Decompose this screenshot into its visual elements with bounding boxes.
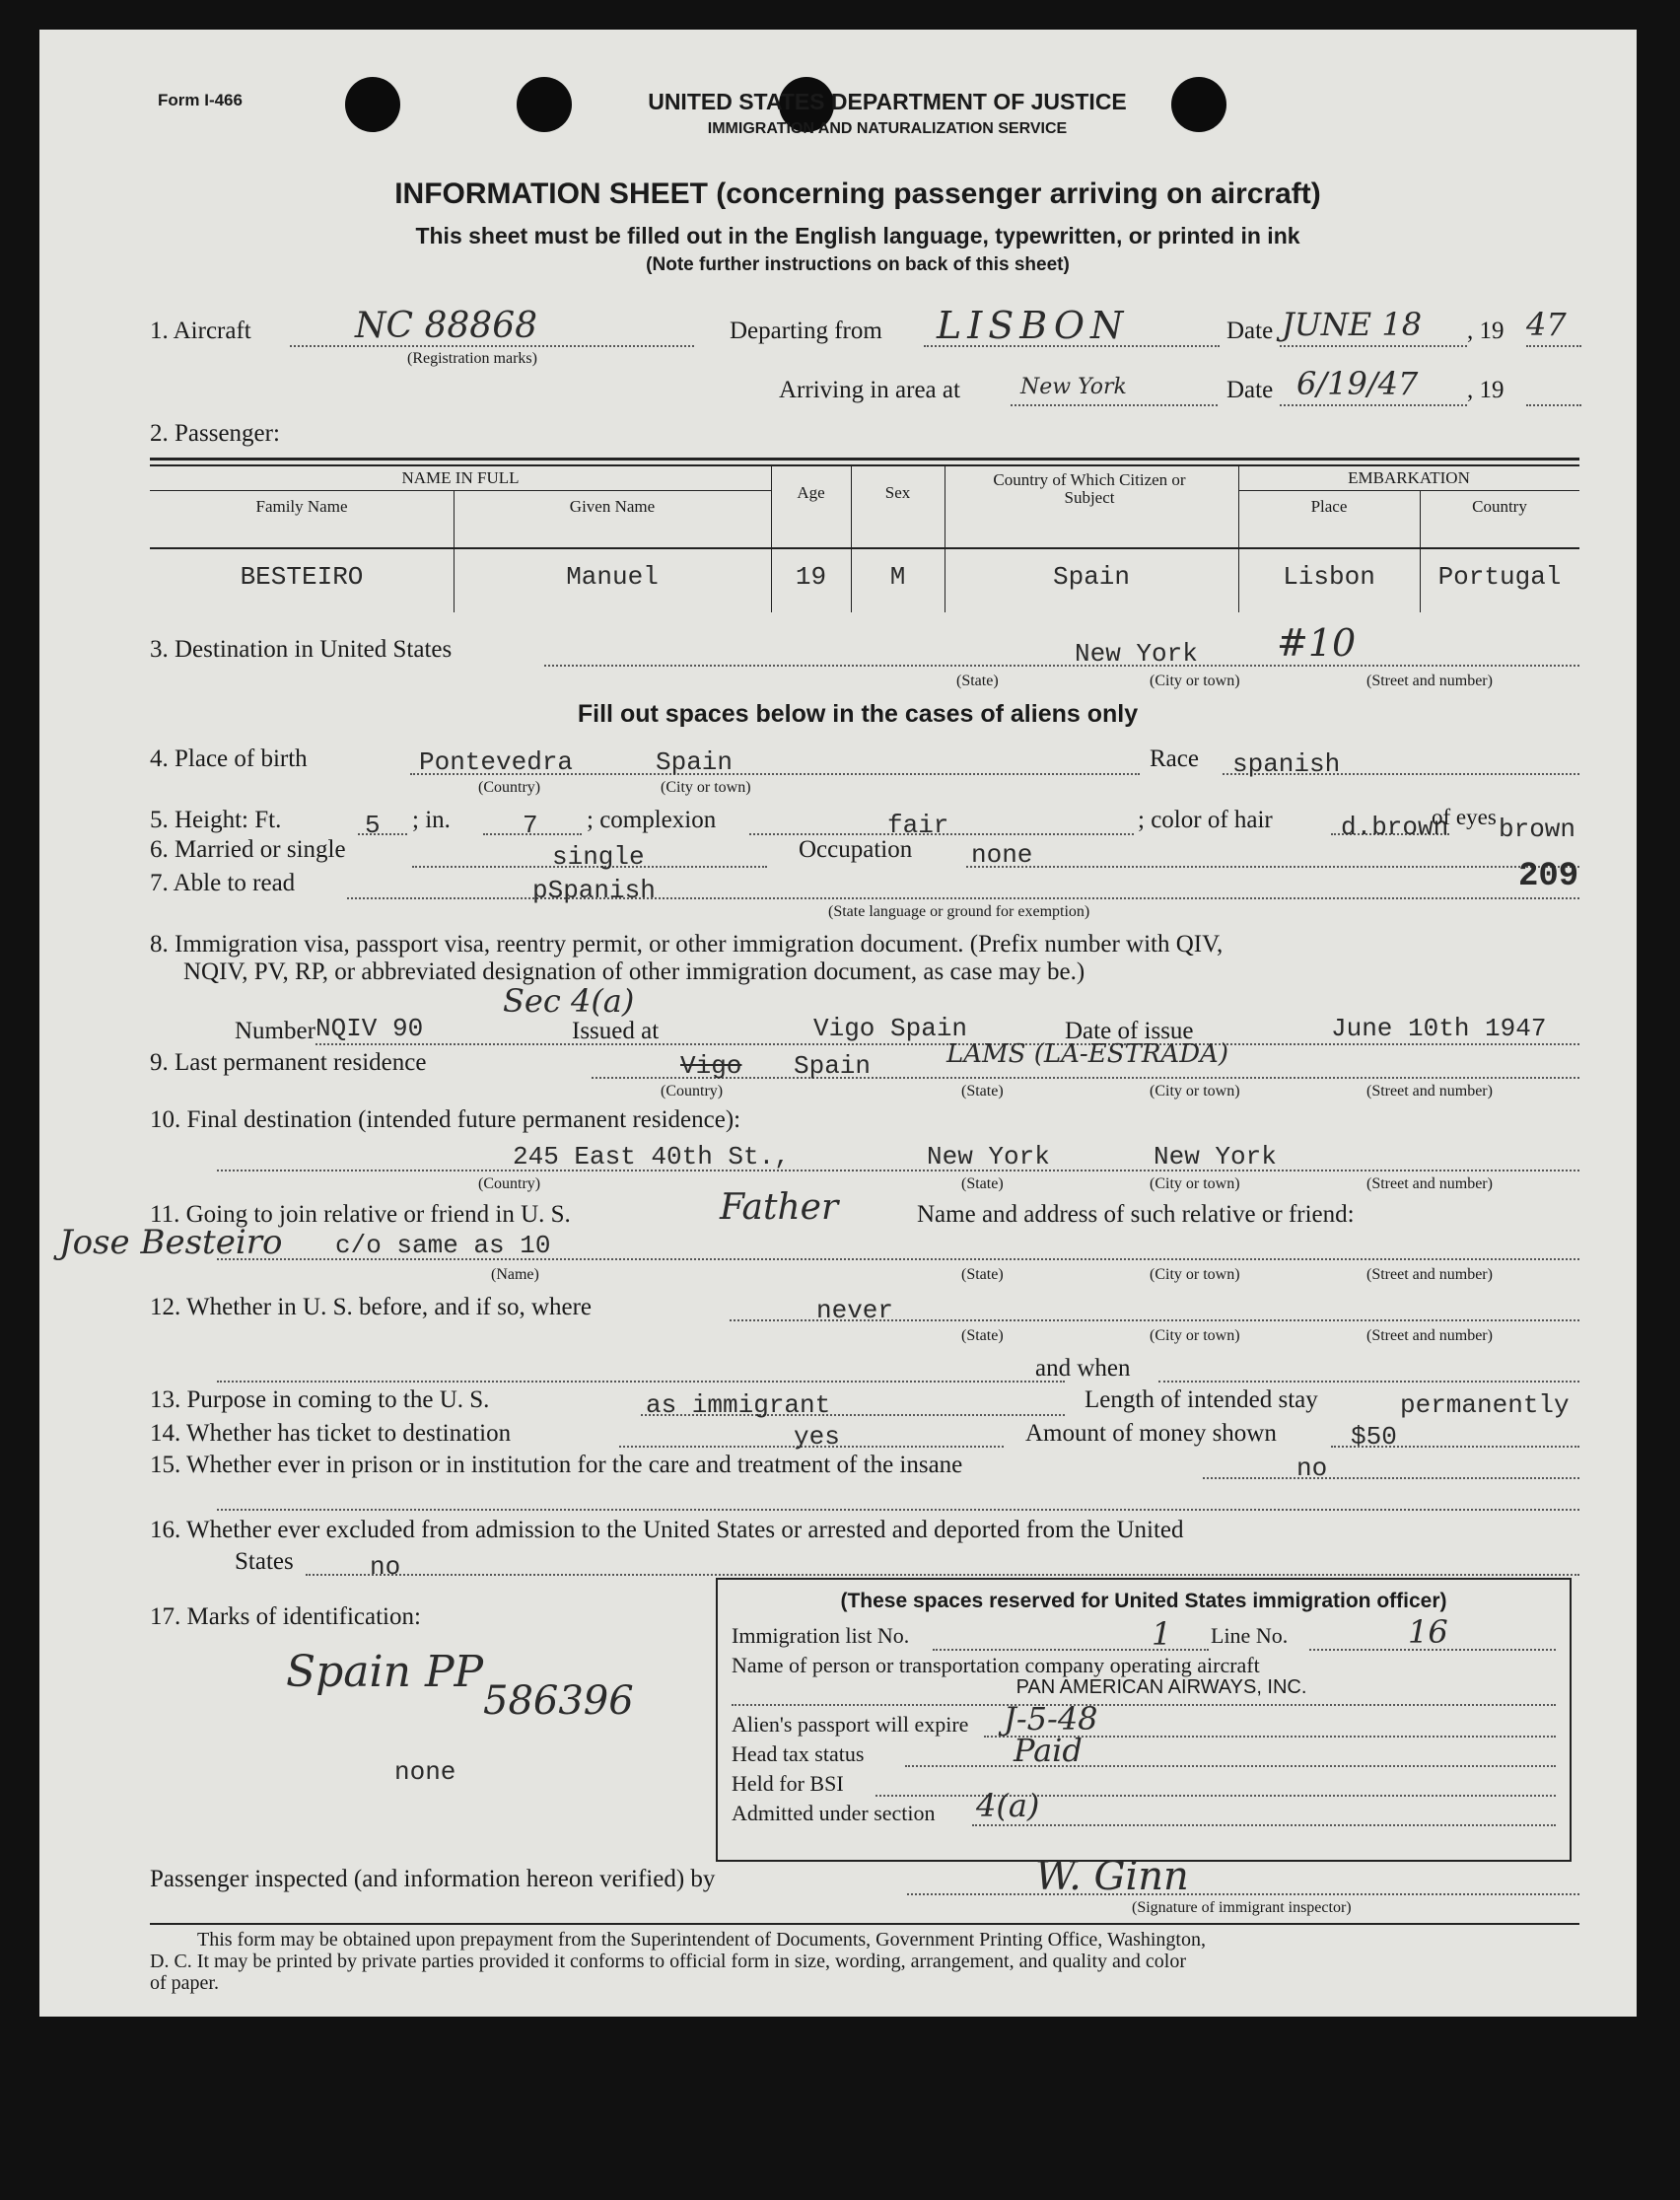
company-value: PAN AMERICAN AIRWAYS, INC. (1015, 1676, 1307, 1698)
passenger-family-name: BESTEIRO (240, 562, 364, 592)
before-label: 12. Whether in U. S. before, and if so, where (150, 1294, 593, 1320)
occupation-value: none (971, 840, 1033, 870)
height-ft: 5 (365, 811, 381, 840)
issued-label: Issued at (572, 1018, 660, 1044)
passenger-label: 2. Passenger: (150, 420, 280, 447)
departing-value: LISBON (937, 304, 1130, 347)
prison-value: no (1296, 1454, 1328, 1483)
caption-before-state: (State) (961, 1327, 1004, 1344)
excluded-value: no (370, 1552, 401, 1582)
date-value: JUNE 18 (1282, 306, 1423, 343)
arriving-label: Arriving in area at (779, 377, 960, 403)
visa-line2: NQIV, PV, RP, or abbreviated designation of other immigration document, as case may be.) (183, 958, 1085, 985)
year2-prefix: , 19 (1467, 377, 1505, 403)
header-citizen-country: Country of Which Citizen or Subject (993, 470, 1186, 507)
final-street: 245 East 40th St., (513, 1142, 790, 1171)
money-value: $50 (1351, 1422, 1397, 1452)
line-label: Line No. (1211, 1623, 1289, 1648)
embarkation-place: Lisbon (1283, 562, 1375, 592)
occupation-label: Occupation (799, 836, 913, 863)
page-title: INFORMATION SHEET (concerning passenger arriving on aircraft) (394, 177, 1321, 210)
caption-res-city: (City or town) (1150, 1083, 1240, 1100)
visa-number: NQIV 90 (315, 1014, 424, 1043)
married-label: 6. Married or single (150, 836, 346, 863)
final-label: 10. Final destination (intended future permanent residence): (150, 1106, 741, 1133)
caption-final-state: (State) (961, 1175, 1004, 1192)
header-sex: Sex (884, 483, 911, 502)
caption-birth-country: (Country) (478, 779, 541, 796)
header-embarkation-country: Country (1472, 497, 1527, 516)
embarkation-country: Portugal (1437, 562, 1562, 592)
caption-final-street: (Street and number) (1366, 1175, 1493, 1192)
marks-handwritten: Spain PP (286, 1647, 484, 1697)
destination-city: New York (1075, 639, 1198, 669)
header-embarkation: EMBARKATION (1348, 468, 1470, 487)
section-label: Admitted under section (732, 1801, 936, 1825)
ticket-label: 14. Whether has ticket to destination (150, 1420, 512, 1447)
caption-street: (Street and number) (1366, 673, 1493, 689)
caption-city: (City or town) (1150, 673, 1240, 689)
read-value: pSpanish (532, 876, 656, 905)
residence-country: Spain (794, 1051, 872, 1081)
header-age: Age (797, 483, 825, 502)
list-label: Immigration list No. (732, 1623, 910, 1648)
destination-label: 3. Destination in United States (150, 636, 453, 663)
caption-final-city: (City or town) (1150, 1175, 1240, 1192)
header-family-name: Family Name (255, 497, 348, 516)
visa-line1: 8. Immigration visa, passport visa, reentry permit, or other immigration document. (Prefix number with QIV, (150, 931, 1224, 958)
hair-value: d.brown (1341, 813, 1449, 842)
marks-label: 17. Marks of identification: (150, 1603, 421, 1630)
footer-line3: of paper. (150, 1972, 219, 1994)
date2-value: 6/19/47 (1296, 365, 1419, 402)
birth-country: Spain (656, 747, 734, 777)
excluded-label: 16. Whether ever excluded from admission to the United States or arrested and deported from the United (150, 1517, 1184, 1543)
join-value: c/o same as 10 (335, 1231, 551, 1260)
punch-hole (345, 77, 400, 132)
department-name: UNITED STATES DEPARTMENT OF JUSTICE (648, 89, 1127, 114)
join-relation: Father (720, 1187, 839, 1228)
marks-passport-number: 586396 (483, 1678, 634, 1724)
arriving-value: New York (1020, 375, 1127, 399)
caption-birth-city: (City or town) (661, 779, 751, 796)
final-state: New York (927, 1142, 1050, 1171)
issue-date-label: Date of issue (1065, 1018, 1194, 1044)
header-name-in-full: NAME IN FULL (401, 468, 520, 487)
caption-res-country: (Country) (661, 1083, 724, 1100)
passenger-sex: M (889, 562, 906, 592)
visa-section-handwritten: Sec 4(a) (503, 982, 635, 1020)
when-label: and when (1035, 1355, 1131, 1382)
join-name-label: Name and address of such relative or friend: (917, 1201, 1355, 1228)
excluded-label2: States (235, 1548, 294, 1575)
date-label: Date (1226, 318, 1274, 344)
inspected-label: Passenger inspected (and information hereon verified) by (150, 1866, 716, 1892)
read-caption: (State language or ground for exemption) (828, 903, 1090, 920)
caption-res-state: (State) (961, 1083, 1004, 1100)
aircraft-value: NC 88868 (355, 306, 538, 346)
money-label: Amount of money shown (1025, 1420, 1277, 1447)
height-in-label: ; in. (412, 807, 451, 833)
note-text: (Note further instructions on back of this sheet) (646, 254, 1070, 275)
visa-number-label: Number (235, 1018, 315, 1044)
caption-before-street: (Street and number) (1366, 1327, 1493, 1344)
final-city: New York (1154, 1142, 1277, 1171)
form-number: Form I-466 (158, 91, 243, 109)
before-value: never (816, 1296, 894, 1325)
married-value: single (552, 842, 645, 872)
header-given-name: Given Name (569, 497, 656, 516)
service-name: IMMIGRATION AND NATURALIZATION SERVICE (707, 120, 1068, 137)
passenger-citizenship: Spain (1052, 562, 1130, 592)
header-embarkation-place: Place (1310, 497, 1348, 516)
eyes-label: of eyes (1432, 805, 1497, 829)
passport-value: J-5-48 (1004, 1700, 1098, 1738)
aliens-only-heading: Fill out spaces below in the cases of aliens only (577, 700, 1139, 728)
passenger-age: 19 (795, 562, 827, 592)
caption-final-country: (Country) (478, 1175, 541, 1192)
complexion-value: fair (887, 811, 949, 840)
complexion-label: ; complexion (587, 807, 717, 833)
officer-box (716, 1578, 1572, 1862)
instruction-text: This sheet must be filled out in the English language, typewritten, or printed in ink (415, 223, 1300, 248)
company-label: Name of person or transportation company operating aircraft (732, 1653, 1260, 1677)
signature-caption: (Signature of immigrant inspector) (1132, 1899, 1352, 1916)
bsi-label: Held for BSI (732, 1771, 844, 1796)
footer-line1: This form may be obtained upon prepayment from the Superintendent of Documents, Government Printing Office, Washington, (197, 1929, 1206, 1951)
birth-label: 4. Place of birth (150, 745, 308, 772)
read-label: 7. Able to read (150, 870, 296, 896)
section-value: 4(a) (976, 1787, 1040, 1824)
punch-hole (517, 77, 572, 132)
tax-value: Paid (1014, 1732, 1083, 1769)
height-in: 7 (523, 811, 538, 840)
list-value: 1 (1152, 1615, 1172, 1653)
caption-join-street: (Street and number) (1366, 1266, 1493, 1283)
purpose-label: 13. Purpose in coming to the U. S. (150, 1386, 490, 1413)
passenger-given-name: Manuel (566, 562, 659, 592)
registration-caption: (Registration marks) (407, 350, 537, 367)
caption-join-name: (Name) (491, 1266, 539, 1283)
issue-date-value: June 10th 1947 (1331, 1014, 1547, 1043)
join-name-handwritten: Jose Besteiro (59, 1223, 283, 1262)
prison-label: 15. Whether ever in prison or in institution for the care and treatment of the insane (150, 1452, 963, 1478)
caption-before-city: (City or town) (1150, 1327, 1240, 1344)
ticket-value: yes (794, 1422, 840, 1452)
aircraft-label: 1. Aircraft (150, 318, 251, 344)
residence-struck: Vigo (680, 1051, 742, 1081)
inspector-signature: W. Ginn (1035, 1854, 1189, 1899)
join-label: 11. Going to join relative or friend in U. S. (150, 1201, 571, 1228)
date2-label: Date (1226, 377, 1274, 403)
race-value: spanish (1232, 749, 1341, 779)
caption-join-state: (State) (961, 1266, 1004, 1283)
caption-join-city: (City or town) (1150, 1266, 1240, 1283)
year-value: 47 (1526, 306, 1567, 343)
birth-city: Pontevedra (419, 747, 574, 777)
purpose-value: as immigrant (646, 1390, 831, 1420)
eyes-value: brown (1499, 815, 1576, 844)
height-label: 5. Height: Ft. (150, 807, 282, 833)
race-label: Race (1150, 745, 1199, 772)
document-sheet (39, 30, 1637, 2017)
departing-label: Departing from (730, 318, 882, 344)
tax-label: Head tax status (732, 1741, 865, 1766)
line-value: 16 (1408, 1613, 1448, 1651)
destination-street: #10 (1277, 621, 1357, 665)
passport-label: Alien's passport will expire (732, 1712, 969, 1737)
stay-value: permanently (1400, 1390, 1570, 1420)
year-prefix: , 19 (1467, 318, 1505, 344)
caption-res-street: (Street and number) (1366, 1083, 1493, 1100)
footer-line2: D. C. It may be printed by private parties provided it conforms to official form in size, wording, arrangement, and quality and color (150, 1951, 1187, 1972)
issued-value: Vigo Spain (813, 1014, 968, 1043)
read-number: 209 (1518, 858, 1579, 895)
caption-state: (State) (956, 673, 999, 689)
hair-label: ; color of hair (1138, 807, 1273, 833)
marks-value: none (394, 1757, 456, 1787)
residence-label: 9. Last permanent residence (150, 1049, 427, 1076)
residence-handwritten: LAMS (LA-ESTRADA) (946, 1039, 1228, 1069)
officer-heading: (These spaces reserved for United States immigration officer) (840, 1590, 1447, 1612)
stay-label: Length of intended stay (1085, 1386, 1318, 1413)
